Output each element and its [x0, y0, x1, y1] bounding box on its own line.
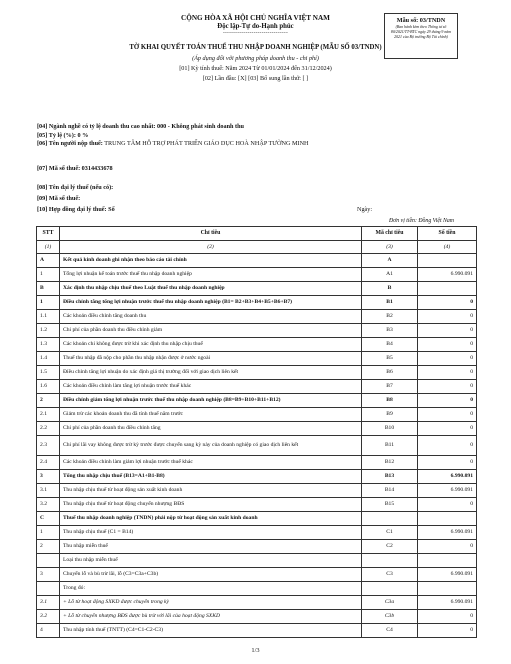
row-amount: 6.990.091	[418, 568, 477, 582]
row-item-name: Điều chỉnh tăng tổng lợi nhuận trước thuế thu nhập doanh nghiệp (B1= B2+B3+B4+B5+B6+B7)	[60, 296, 362, 310]
row-amount: 6.990.091	[418, 470, 477, 484]
row-item-code: B10	[362, 422, 418, 436]
form-code-box	[384, 13, 458, 59]
table-row	[37, 568, 477, 582]
row-item-name: Chi phí lãi vay không được trừ kỳ trước được chuyển sang kỳ này của doanh nghiệp có giao dịch liên kết	[60, 436, 362, 456]
table-row	[37, 282, 477, 296]
row-stt: 3.2	[37, 498, 60, 512]
row-item-code: B2	[362, 310, 418, 324]
table-row	[37, 436, 477, 456]
row-stt: C	[37, 512, 60, 526]
table-row	[37, 498, 477, 512]
row-item-code: A	[362, 254, 418, 268]
row-item-name: Điều chỉnh tăng lợi nhuận do xác định giá thị trường đối với giao dịch liên kết	[60, 366, 362, 380]
row-item-name: Các khoản điều chỉnh tăng doanh thu	[60, 310, 362, 324]
row-item-code: C2	[362, 540, 418, 554]
row-item-name: Các khoản chi không được trừ khi xác định thu nhập chịu thuế	[60, 338, 362, 352]
row-item-name: Kết quả kinh doanh ghi nhận theo báo cáo tài chính	[60, 254, 362, 268]
row-item-code	[362, 554, 418, 568]
field-04-text: [04] Ngành nghề có tỷ lệ doanh thu cao nhất: 000 - Không phát sinh doanh thu	[37, 123, 244, 130]
row-item-code: C4	[362, 624, 418, 638]
row-item-name: + Lỗ từ chuyển nhượng BĐS được bù trừ với lãi của hoạt động SXKD	[60, 610, 362, 624]
row-item-code: B6	[362, 366, 418, 380]
row-amount: 0	[418, 394, 477, 408]
row-stt: 2.1	[37, 408, 60, 422]
row-stt: 1.2	[37, 324, 60, 338]
row-stt: 3	[37, 568, 60, 582]
row-stt: 1.4	[37, 352, 60, 366]
row-stt: A	[37, 254, 60, 268]
row-stt: 2.4	[37, 456, 60, 470]
row-stt: 2.3	[37, 436, 60, 456]
table-row	[37, 526, 477, 540]
row-item-name: Giảm trừ các khoản doanh thu đã tính thuế năm trước	[60, 408, 362, 422]
row-item-code: B4	[362, 338, 418, 352]
row-amount: 0	[418, 408, 477, 422]
row-amount	[418, 554, 477, 568]
table-row	[37, 324, 477, 338]
row-item-code: B14	[362, 484, 418, 498]
nation-heading: CỘNG HÒA XÃ HỘI CHỦ NGHĨA VIỆT NAM	[181, 14, 330, 22]
row-item-code: B1	[362, 296, 418, 310]
row-stt: 1.5	[37, 366, 60, 380]
index-cell: (1)	[37, 241, 60, 254]
field-07-tax-code	[37, 165, 113, 172]
index-cell: (2)	[60, 241, 362, 254]
row-item-code: B13	[362, 470, 418, 484]
row-stt: 1	[37, 526, 60, 540]
table-row	[37, 254, 477, 268]
row-item-code: B8	[362, 394, 418, 408]
form-title: TỜ KHAI QUYẾT TOÁN THUẾ THU NHẬP DOANH NGHIỆP (MẪU SỐ 03/TNDN)	[129, 44, 382, 51]
table-row	[37, 366, 477, 380]
row-item-name: Tổng lợi nhuận kế toán trước thuế thu nhập doanh nghiệp	[60, 268, 362, 282]
row-item-code: B3	[362, 324, 418, 338]
submission-type: [02] Lần đầu: [X] [03] Bổ sung lần thứ: [ ]	[202, 75, 309, 82]
table-row	[37, 484, 477, 498]
field-08-agent	[37, 184, 113, 191]
row-item-code: B7	[362, 380, 418, 394]
heading-divider: --------------------------------	[222, 30, 288, 36]
row-item-code: B12	[362, 456, 418, 470]
row-amount	[418, 254, 477, 268]
row-item-name: Thu nhập chịu thuế từ hoạt động chuyển nhượng BĐS	[60, 498, 362, 512]
motto: Độc lập-Tự do-Hạnh phúc	[217, 23, 294, 30]
tax-settlement-table	[36, 226, 477, 638]
row-stt: 2	[37, 540, 60, 554]
row-stt: 2.2	[37, 422, 60, 436]
row-stt: 3.1	[37, 596, 60, 610]
row-item-name: Thu nhập chịu thuế từ hoạt động sản xuất kinh doanh	[60, 484, 362, 498]
row-item-name: Thuế thu nhập đã nộp cho phần thu nhập nhận được ở nước ngoài	[60, 352, 362, 366]
row-item-name: Thu nhập chịu thuế (C1 = B14)	[60, 526, 362, 540]
row-item-code: C3b	[362, 610, 418, 624]
row-amount	[418, 582, 477, 596]
row-stt	[37, 554, 60, 568]
row-item-name: Loại thu nhập miễn thuế	[60, 554, 362, 568]
row-amount	[418, 512, 477, 526]
row-amount: 0	[418, 610, 477, 624]
row-stt: 1	[37, 268, 60, 282]
row-item-name: Thu nhập miễn thuế	[60, 540, 362, 554]
table-row	[37, 268, 477, 282]
row-stt: 1.3	[37, 338, 60, 352]
row-amount: 0	[418, 436, 477, 456]
row-amount: 6.990.091	[418, 526, 477, 540]
row-item-name: Xác định thu nhập chịu thuế theo Luật thuế thu nhập doanh nghiệp	[60, 282, 362, 296]
page-number: 1/3	[251, 647, 260, 654]
row-stt: 1	[37, 296, 60, 310]
row-item-code: C1	[362, 526, 418, 540]
table-row	[37, 456, 477, 470]
table-row	[37, 596, 477, 610]
field-09-agent-tax-code	[37, 195, 80, 202]
row-amount: 0	[418, 498, 477, 512]
row-amount: 0	[418, 352, 477, 366]
field-10-text: [10] Hợp đồng đại lý thuế: Số	[37, 206, 115, 213]
table-row	[37, 394, 477, 408]
row-amount: 0	[418, 338, 477, 352]
row-item-name: + Lỗ từ hoạt động SXKD được chuyển trong kỳ	[60, 596, 362, 610]
field-06-value: TRUNG TÂM HỖ TRỢ PHÁT TRIỂN GIÁO DỤC HOÀ NHẬP TƯỜNG MINH	[102, 140, 309, 147]
field-05-rate	[37, 132, 88, 139]
table-row	[37, 554, 477, 568]
field-10-agent-contract	[37, 206, 115, 213]
row-item-name: Điều chỉnh giảm tổng lợi nhuận trước thuế thu nhập doanh nghiệp (B8=B9+B10+B11+B12)	[60, 394, 362, 408]
currency-unit-note: Đơn vị tiền: Đồng Việt Nam	[389, 218, 454, 224]
field-06-taxpayer-name	[37, 140, 457, 149]
row-item-code: B9	[362, 408, 418, 422]
table-row	[37, 470, 477, 484]
row-stt: 1.1	[37, 310, 60, 324]
row-item-name: Chi phí của phần doanh thu điều chỉnh giảm	[60, 324, 362, 338]
row-item-code: B	[362, 282, 418, 296]
col-header-code: Mã chỉ tiêu	[362, 227, 418, 241]
row-amount: 0	[418, 422, 477, 436]
row-stt: 3.2	[37, 610, 60, 624]
row-amount: 6.990.091	[418, 268, 477, 282]
row-item-name: Các khoản điều chỉnh làm giảm lợi nhuận trước thuế khác	[60, 456, 362, 470]
row-amount: 0	[418, 366, 477, 380]
row-item-code	[362, 512, 418, 526]
form-subtitle: (Áp dụng đối với phương pháp doanh thu - chi phí)	[192, 55, 319, 62]
table-row	[37, 352, 477, 366]
row-amount: 6.990.091	[418, 596, 477, 610]
row-stt: 3	[37, 470, 60, 484]
row-amount: 0	[418, 456, 477, 470]
table-row	[37, 512, 477, 526]
table-row	[37, 624, 477, 638]
table-index-row	[37, 241, 477, 254]
row-item-code: A1	[362, 268, 418, 282]
field-07-text: [07] Mã số thuế: 0314433678	[37, 165, 113, 172]
row-item-name: Chuyển lỗ và bù trừ lãi, lỗ (C3=C3a+C3b)	[60, 568, 362, 582]
table-row	[37, 380, 477, 394]
row-item-code: C3a	[362, 596, 418, 610]
field-04-industry	[37, 123, 244, 130]
table-row	[37, 310, 477, 324]
table-header-row	[37, 227, 477, 241]
table-row	[37, 408, 477, 422]
table-row	[37, 540, 477, 554]
row-amount: 6.990.091	[418, 484, 477, 498]
index-cell: (3)	[362, 241, 418, 254]
row-item-name: Chi phí của phần doanh thu điều chỉnh tăng	[60, 422, 362, 436]
col-header-item: Chỉ tiêu	[60, 227, 362, 241]
row-item-name: Tổng thu nhập chịu thuế (B13=A1+B1-B8)	[60, 470, 362, 484]
row-amount: 0	[418, 380, 477, 394]
row-amount: 0	[418, 324, 477, 338]
row-stt	[37, 582, 60, 596]
row-item-name: Thu nhập tính thuế (TNTT) (C4=C1-C2-C3)	[60, 624, 362, 638]
table-body	[37, 254, 477, 638]
form-legal-note: (Ban hành kèm theo Thông tư số 80/2021/TT-BTC ngày 29 tháng 9 năm 2021 của Bộ trưởng Bộ Tài chính)	[390, 25, 452, 39]
table-row	[37, 610, 477, 624]
form-code: Mẫu số: 03/TNDN	[396, 17, 446, 24]
table-row	[37, 422, 477, 436]
index-cell: (4)	[418, 241, 477, 254]
contract-date-label: Ngày:	[357, 206, 373, 213]
row-stt: 2	[37, 394, 60, 408]
tax-period: [01] Kỳ tính thuế: Năm 2024 Từ 01/01/2024 đến 31/12/2024)	[179, 65, 332, 72]
field-09-text: [09] Mã số thuế:	[37, 195, 81, 202]
row-item-code: B15	[362, 498, 418, 512]
row-amount: 0	[418, 296, 477, 310]
field-06-label: [06] Tên người nộp thuế:	[37, 140, 103, 147]
row-item-code: B5	[362, 352, 418, 366]
row-item-name: Trong đó:	[60, 582, 362, 596]
table-row	[37, 296, 477, 310]
table-row	[37, 582, 477, 596]
table-row	[37, 338, 477, 352]
row-item-name: Thuế thu nhập doanh nghiệp (TNDN) phải nộp từ hoạt động sản xuất kinh doanh	[60, 512, 362, 526]
row-amount: 0	[418, 310, 477, 324]
col-header-amount: Số tiền	[418, 227, 477, 241]
field-05-text: [05] Tỷ lệ (%): 0 %	[37, 132, 89, 139]
row-stt: 1.6	[37, 380, 60, 394]
col-header-stt: STT	[37, 227, 60, 241]
row-stt: 4	[37, 624, 60, 638]
row-amount	[418, 282, 477, 296]
row-item-code: B11	[362, 436, 418, 456]
row-item-code: C3	[362, 568, 418, 582]
row-item-code	[362, 582, 418, 596]
row-stt: 3.1	[37, 484, 60, 498]
row-stt: B	[37, 282, 60, 296]
row-amount: 0	[418, 624, 477, 638]
row-amount: 0	[418, 540, 477, 554]
row-item-name: Các khoản điều chỉnh làm tăng lợi nhuận trước thuế khác	[60, 380, 362, 394]
field-08-text: [08] Tên đại lý thuế (nếu có):	[37, 184, 114, 191]
